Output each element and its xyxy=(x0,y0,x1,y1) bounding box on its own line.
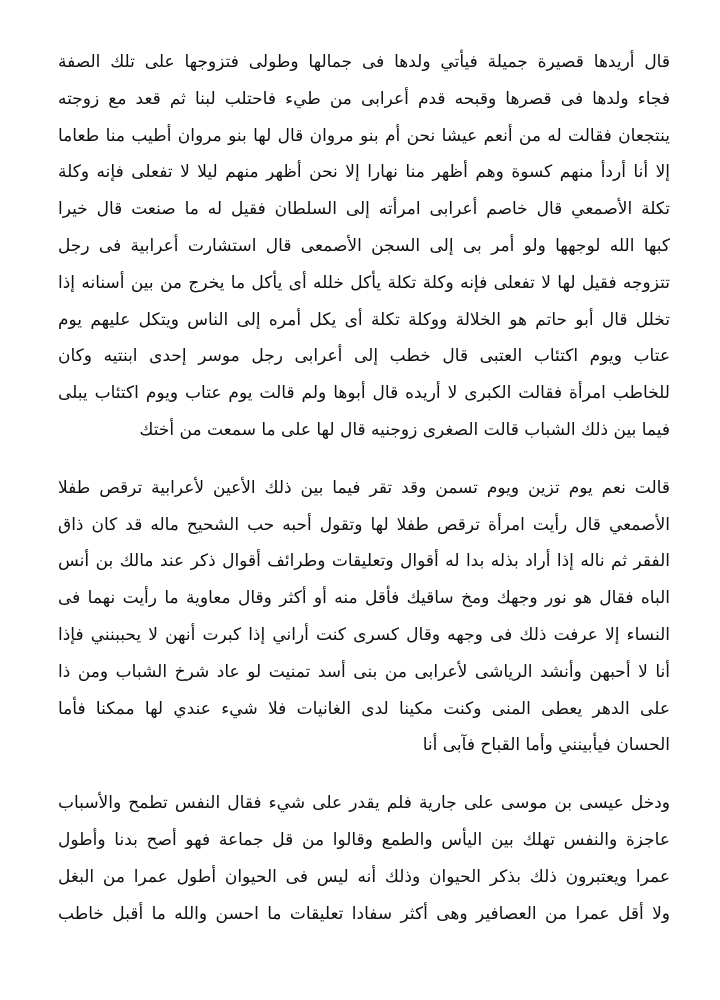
text-line: الأصمعي قال رأيت امرأة ترقص طفلا لها وتقول أحبه حب الشحيح ماله قد كان ذاق xyxy=(58,514,670,535)
document-page xyxy=(58,44,670,953)
text-line: على الدهر يعطى المنى وكنت مكينا لدى الغانيات فلا شيء عندي لها ممكنا فأما xyxy=(58,698,670,719)
text-line: تخلل قال أبو حاتم هو الخلالة ووكلة تكلة أى يكل أمره إلى الناس ويتكل عليهم يوم xyxy=(58,309,670,330)
text-line: الحسان فيأبينني وأما القباح فآبى أنا xyxy=(422,735,670,756)
paragraph-2 xyxy=(58,470,670,764)
text-line: تكلة الأصمعي قال خاصم أعرابى امرأته إلى السلطان فقيل له ما صنعت قال خيرا xyxy=(58,199,670,220)
text-line: عتاب ويوم اكتئاب العتبى قال خطب إلى أعرابى رجل موسر إحدى ابنتيه وكان xyxy=(58,346,670,367)
text-line: فيما بين ذلك الشباب قالت الصغرى زوجنيه قال لها على ما سمعت من أختك xyxy=(139,419,670,440)
text-line: قال أريدها قصيرة جميلة فيأتي ولدها فى جمالها وطولى فتزوجها على تلك الصفة xyxy=(58,52,670,72)
paragraph-1 xyxy=(58,44,670,449)
text-line: للخاطب امرأة فقالت الكبرى لا أريده قال أبوها ولم قالت يوم عتاب ويوم اكتئاب يبلى xyxy=(58,383,670,404)
text-line: أنا لا أحبهن وأنشد الرياشى لأعرابى من بنى أسد تمنيت لو عاد شرخ الشباب ومن ذا xyxy=(58,661,670,682)
text-line: عمرا ويعتبرون ذلك بذكر الحيوان وذلك أنه ليس فى الحيوان أطول عمرا من البغل xyxy=(58,866,670,887)
text-line: ودخل عيسى بن موسى على جارية فلم يقدر على شيء فقال النفس تطمح والأسباب xyxy=(58,793,670,814)
text-line: تتزوجه فقيل لها لا تفعلى فإنه وكلة تكلة يأكل خلله أى يأكل ما يخرج من بين أسنانه إذا xyxy=(58,272,670,293)
text-line: الفقر ثم ناله إذا أراد بذله بدا له أقوال وتعليقات وطرائف أقوال ذكر عند مالك بن أنس xyxy=(58,551,670,572)
text-line: ولا أقل عمرا من العصافير وهى أكثر سفادا تعليقات ما احسن والله ما أقبل خاطب xyxy=(58,903,670,924)
paragraph-3 xyxy=(58,785,670,932)
text-line: الباه فقال هو نور وجهك ومخ ساقيك فأقل منه أو أكثر وقال معاوية ما رأيت نهما فى xyxy=(58,588,670,609)
text-line: قالت نعم يوم تزين ويوم تسمن وقد تقر فيما بين ذلك الأعين لأعرابية ترقص طفلا xyxy=(58,477,670,498)
text-line: ينتجعان فقالت له من أنعم عيشا نحن أم بنو مروان قال لها بنو مروان أطيب منا طعاما xyxy=(58,125,670,146)
text-line: النساء إلا عرفت ذلك فى وجهه وقال كسرى كنت أراني إذا كبرت أنهن لا يحببنني فإذا xyxy=(58,624,670,645)
text-line: إلا أنا أردأ منهم كسوة وهم أظهر منا نهارا إلا نحن أظهر منهم ليلا لا تفعلى فإنه وكلة xyxy=(58,162,670,183)
text-line: كبها الله لوجهها ولو أمر بى إلى السجن الأصمعى قال استشارت أعرابية فى رجل xyxy=(58,235,670,256)
text-line: عاجزة والنفس تهلك بين اليأس والطمع وقالوا من قل جماعة فهو أصح بدنا وأطول xyxy=(58,829,670,850)
text-line: فجاء ولدها فى قصرها وقبحه قدم أعرابى من طيء فاحتلب لبنا ثم قعد مع زوجته xyxy=(58,88,670,109)
